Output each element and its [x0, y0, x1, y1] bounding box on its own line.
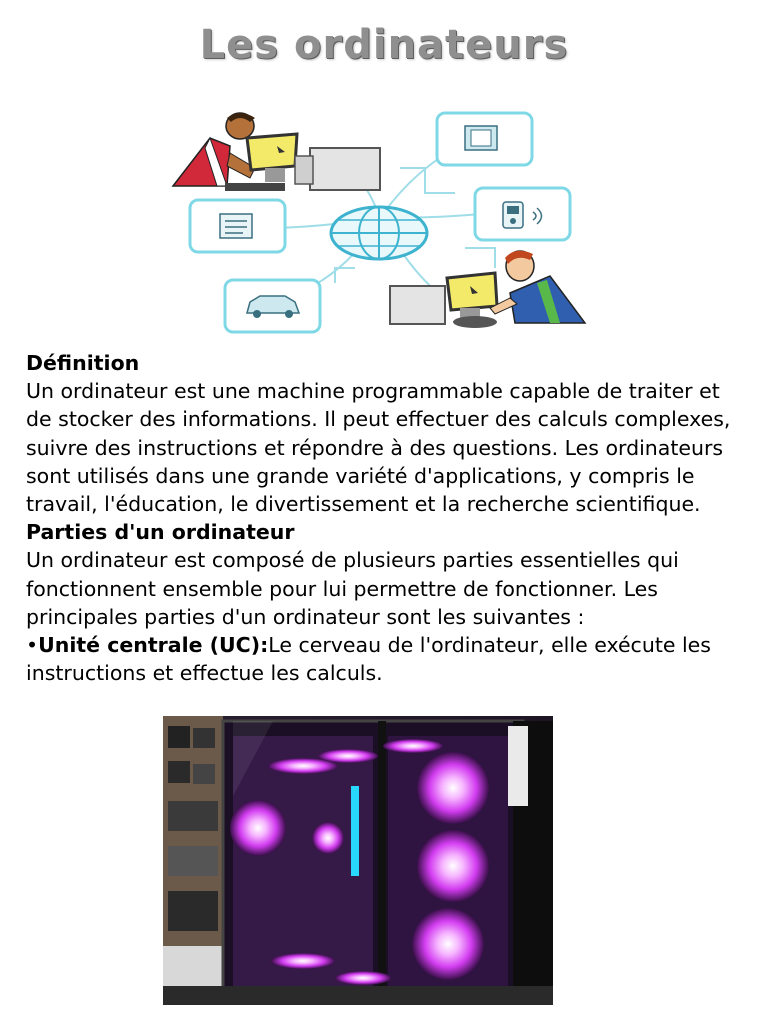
monitor-icon [247, 134, 380, 190]
media-player-icon [475, 188, 570, 240]
bullet-item-cpu [26, 631, 746, 687]
document-icon [190, 200, 285, 252]
bullet-description: Le cerveau de l'ordinateur, elle exécute les instructions et effectue les calculs. [26, 633, 711, 686]
section-heading-parts: Parties d'un ordinateur [26, 520, 295, 545]
page-title: Les ordinateurs [199, 22, 569, 68]
section-heading-definition: Définition [26, 351, 140, 375]
person-at-computer-icon [390, 251, 585, 328]
pc-case-photo [163, 716, 553, 1005]
bullet-term: Unité centrale (UC): [38, 633, 269, 658]
bullet-marker: • [26, 633, 39, 658]
computer-network-illustration [165, 108, 595, 338]
parts-paragraph: Un ordinateur est composé de plusieurs parties essentielles qui fonctionnent ensemble pour lui permettre de fonctionner. Les principales parties d'un ordinateur sont les suivantes : [26, 548, 679, 629]
definition-paragraph: Un ordinateur est une machine programmable capable de traiter et de stocker des informations. Il peut effectuer des calculs complexes, suivre des instructions et répondre à des questions. Les ordinateurs sont utilisés dans une grande variété d'applications, y compris le travail, l'éducation, le divertissement et la recherche scientifique. [26, 379, 731, 517]
photo-icon [437, 113, 532, 165]
article-body [26, 349, 746, 687]
car-icon [225, 280, 320, 332]
globe-icon [331, 207, 427, 259]
